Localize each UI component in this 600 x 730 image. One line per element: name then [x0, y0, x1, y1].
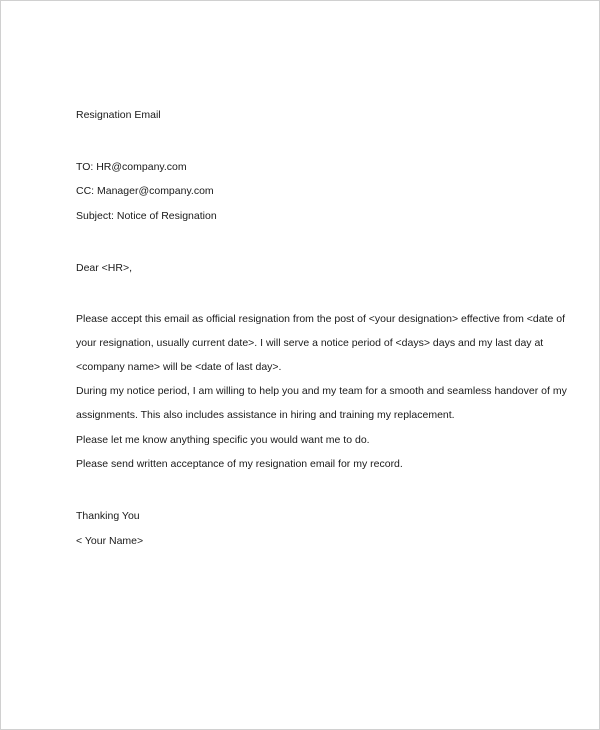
cc-line: CC: Manager@company.com	[76, 185, 214, 197]
signature: < Your Name>	[76, 535, 144, 547]
body-line: <company name> will be <date of last day>.	[76, 361, 282, 373]
salutation: Dear <HR>,	[76, 262, 133, 274]
body-line: Please send written acceptance of my resignation email for my record.	[76, 458, 403, 470]
closing: Thanking You	[76, 510, 140, 522]
subject-line: Subject: Notice of Resignation	[76, 210, 217, 222]
body-line: During my notice period, I am willing to help you and my team for a smooth and seamless handover of my	[76, 385, 567, 397]
to-line: TO: HR@company.com	[76, 161, 187, 173]
document-title: Resignation Email	[76, 109, 161, 121]
body-line: assignments. This also includes assistance in hiring and training my replacement.	[76, 409, 455, 421]
body-line: Please let me know anything specific you would want me to do.	[76, 434, 370, 446]
body-line: your resignation, usually current date>. I will serve a notice period of <days> days and my last day at	[76, 337, 544, 349]
body-line: Please accept this email as official resignation from the post of <your designation> effective from <date of	[76, 313, 566, 325]
